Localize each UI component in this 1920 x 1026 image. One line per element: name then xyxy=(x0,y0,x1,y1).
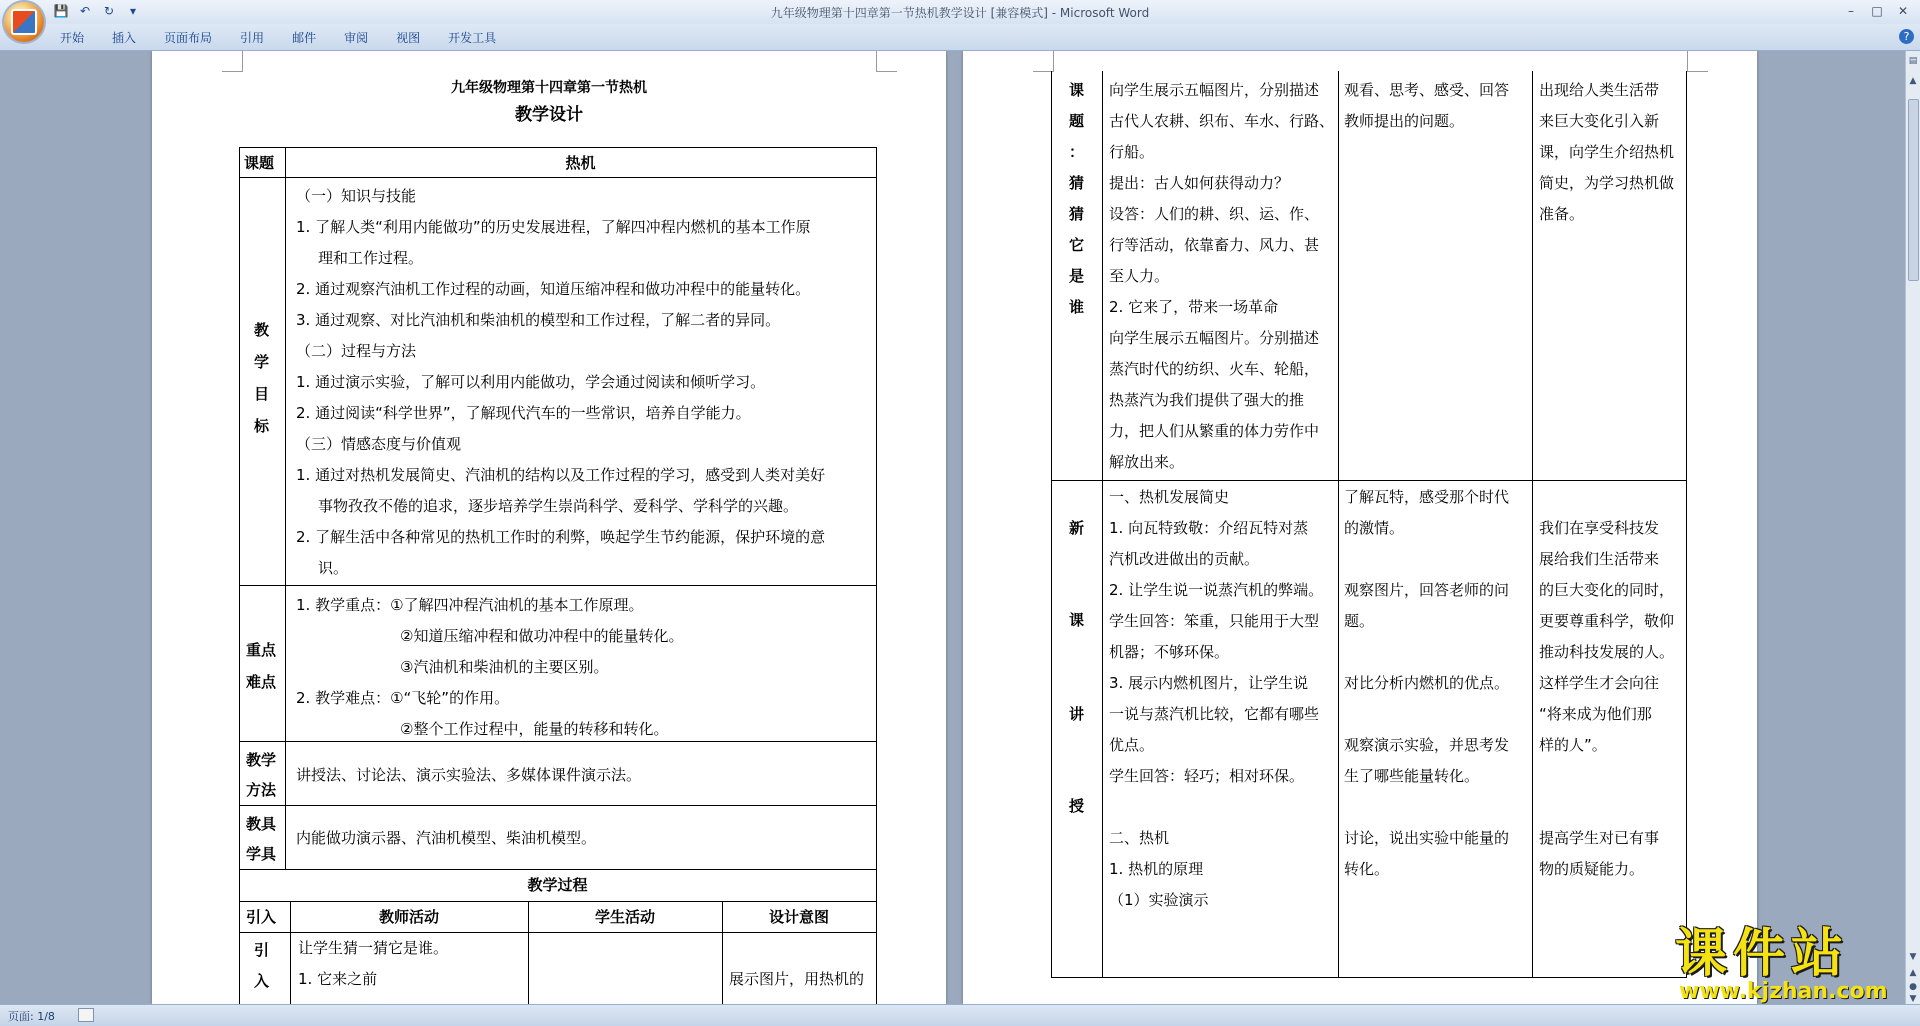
row2-teacher-line: 1. 热机的原理 xyxy=(1109,860,1204,878)
tab-page-layout[interactable]: 页面布局 xyxy=(164,31,213,45)
row1-teacher-line: 设答：人们的耕、织、运、作、 xyxy=(1109,205,1320,223)
row2-teacher-line: 学生回答：轻巧；相对环保。 xyxy=(1109,767,1305,785)
row2-intent-line: 展给我们生活带来 xyxy=(1539,550,1660,568)
row1-teacher-line: 向学生展示五幅图片，分别描述 xyxy=(1109,81,1320,99)
row1-teacher-line: 蒸汽时代的纺织、火车、轮船， xyxy=(1109,360,1320,378)
logo-url: www.kjzhan.com xyxy=(1679,979,1888,1004)
method-label: 方法 xyxy=(246,781,277,799)
goal-line: （二）过程与方法 xyxy=(296,342,417,360)
row1-teacher-line: 古代人农耕、织布、车水、行路、 xyxy=(1109,112,1335,130)
goal-line: 2. 通过阅读“科学世界”，了解现代汽车的一些常识，培养自学能力。 xyxy=(296,404,751,422)
tab-mailings[interactable]: 邮件 xyxy=(292,31,317,45)
margin-mark xyxy=(876,51,897,72)
goal-line: 1. 通过演示实验，了解可以利用内能做功，学会通过阅读和倾听学习。 xyxy=(296,373,766,391)
row2-student-line: 观察图片，回答老师的问 xyxy=(1344,581,1510,599)
row2-teacher-line: 汽机改进做出的贡献。 xyxy=(1109,550,1260,568)
row1-teacher-line: 行船。 xyxy=(1109,143,1155,161)
minimize-button[interactable]: – xyxy=(1848,4,1854,18)
focus-label: 重点 xyxy=(246,641,277,659)
scroll-down-icon[interactable]: ▼ xyxy=(1909,952,1917,962)
process-header: 设计意图 xyxy=(768,908,829,926)
row2-student-line: 题。 xyxy=(1344,612,1375,630)
row2-student-line: 对比分析内燃机的优点。 xyxy=(1344,674,1510,692)
row2-teacher-line: 学生回答：笨重，只能用于大型 xyxy=(1109,612,1320,630)
proofing-icon[interactable] xyxy=(78,1008,94,1022)
redo-icon[interactable]: ↻ xyxy=(103,4,115,18)
row2-student-line: 讨论，说出实验中能量的 xyxy=(1344,829,1510,847)
scroll-up-icon[interactable]: ▲ xyxy=(1909,76,1917,86)
table-line xyxy=(239,869,877,870)
table-line xyxy=(876,147,877,1004)
method-label: 教学 xyxy=(246,751,277,769)
margin-mark xyxy=(1033,51,1054,72)
row1-intent-line: 简史，为学习热机做 xyxy=(1539,174,1675,192)
row1-label: 猜 xyxy=(1069,174,1085,192)
focus-line: ②整个工作过程中，能量的转移和转化。 xyxy=(400,720,669,738)
row2-student-line: 的激情。 xyxy=(1344,519,1405,537)
row2-intent-line: 更要尊重科学，敬仰 xyxy=(1539,612,1675,630)
process-header: 教师活动 xyxy=(378,908,439,926)
window-title: 九年级物理第十四章第一节热机教学设计 [兼容模式] - Microsoft Word xyxy=(770,6,1150,20)
goal-line: 2. 了解生活中各种常见的热机工作时的利弊，唤起学生节约能源，保护环境的意 xyxy=(296,528,826,546)
doc-subheading: 教学设计 xyxy=(515,105,583,125)
table-line xyxy=(285,147,286,869)
ribbon-tabs xyxy=(60,29,496,46)
row2-intent-line: 推动科技发展的人。 xyxy=(1539,643,1675,661)
table-line xyxy=(1686,71,1687,977)
table-line xyxy=(239,932,877,933)
tab-home[interactable]: 开始 xyxy=(60,31,85,45)
office-button[interactable] xyxy=(4,2,44,42)
row2-teacher-line: （1）实验演示 xyxy=(1109,891,1209,909)
table-line xyxy=(239,177,877,178)
goal-line: 识。 xyxy=(318,559,349,577)
goals-label: 目 xyxy=(254,385,270,403)
next-page-icon[interactable]: ▼ xyxy=(1909,994,1917,1004)
focus-line: 2. 教学难点：①“飞轮”的作用。 xyxy=(296,689,510,707)
goal-line: 1. 了解人类“利用内能做功”的历史发展进程，了解四冲程内燃机的基本工作原 xyxy=(296,218,811,236)
row2-student-line: 了解瓦特，感受那个时代 xyxy=(1344,488,1510,506)
row1-label: 课 xyxy=(1069,81,1085,99)
goal-line: 事物孜孜不倦的追求，逐步培养学生崇尚科学、爱科学、学科学的兴趣。 xyxy=(318,497,799,515)
help-icon[interactable]: ? xyxy=(1899,29,1914,44)
goal-line: （三）情感态度与价值观 xyxy=(296,435,462,453)
row2-teacher-line: 一、热机发展简史 xyxy=(1109,488,1230,506)
previous-page-icon[interactable]: ▲ xyxy=(1909,968,1917,978)
table-line xyxy=(1051,480,1687,481)
table-line xyxy=(239,901,877,902)
tools-text: 内能做功演示器、汽油机模型、柴油机模型。 xyxy=(296,829,597,847)
row2-teacher-line: 1. 向瓦特致敬：介绍瓦特对蒸 xyxy=(1109,519,1309,537)
row2-student-line: 生了哪些能量转化。 xyxy=(1344,767,1480,785)
table-line xyxy=(1051,71,1052,977)
row1-label: 猜 xyxy=(1069,205,1085,223)
row2-student-line: 观察演示实验，并思考发 xyxy=(1344,736,1510,754)
row1-teacher-line: 提出：古人如何获得动力？ xyxy=(1109,174,1290,192)
process-title: 教学过程 xyxy=(527,876,588,894)
row2-intent-line: 这样学生才会向往 xyxy=(1539,674,1660,692)
table-line xyxy=(239,805,877,806)
tab-review[interactable]: 审阅 xyxy=(344,31,369,45)
focus-label: 难点 xyxy=(246,673,277,691)
focus-line: ③汽油机和柴油机的主要区别。 xyxy=(400,658,609,676)
row1-intent-line: 课，向学生介绍热机 xyxy=(1539,143,1675,161)
intro-label: 入 xyxy=(254,972,270,990)
row1-label: ： xyxy=(1069,143,1085,161)
goals-label: 学 xyxy=(254,353,270,371)
row1-teacher-line: 向学生展示五幅图片。分别描述 xyxy=(1109,329,1320,347)
goal-line: （一）知识与技能 xyxy=(296,187,417,205)
process-header: 学生活动 xyxy=(594,908,655,926)
page-1 xyxy=(152,51,946,1004)
row2-teacher-line: 2. 让学生说一说蒸汽机的弊端。 xyxy=(1109,581,1324,599)
row1-intent-line: 出现给人类生活带 xyxy=(1539,81,1660,99)
margin-mark xyxy=(1687,51,1708,72)
row1-teacher-line: 热蒸汽为我们提供了强大的推 xyxy=(1109,391,1305,409)
goal-line: 理和工作过程。 xyxy=(318,249,424,267)
row1-teacher-line: 行等活动，依靠畜力、风力、甚 xyxy=(1109,236,1320,254)
doc-heading: 九年级物理第十四章第一节热机 xyxy=(451,80,647,96)
row1-teacher-line: 至人力。 xyxy=(1109,267,1170,285)
table-line xyxy=(1338,71,1339,977)
page-2 xyxy=(963,51,1757,1004)
goal-line: 3. 通过观察、对比汽油机和柴油机的模型和工作过程，了解二者的异同。 xyxy=(296,311,781,329)
row1-teacher-line: 力，把人们从繁重的体力劳作中 xyxy=(1109,422,1320,440)
row2-teacher-line: 机器；不够环保。 xyxy=(1109,643,1230,661)
ribbon xyxy=(0,24,1920,51)
table-line xyxy=(239,147,877,148)
tab-view[interactable]: 视图 xyxy=(396,31,421,45)
row1-teacher-line: 解放出来。 xyxy=(1109,453,1185,471)
maximize-button[interactable]: □ xyxy=(1871,4,1883,18)
row1-label: 它 xyxy=(1069,236,1085,254)
margin-mark xyxy=(222,51,243,72)
row2-intent-line: 物的质疑能力。 xyxy=(1539,860,1645,878)
status-bar xyxy=(0,1004,1920,1026)
row2-intent-line: 提高学生对已有事 xyxy=(1539,829,1660,847)
browse-object-icon[interactable]: ● xyxy=(1909,982,1917,992)
page-count[interactable]: 页面: 1/8 xyxy=(8,1010,55,1023)
ruler-toggle-icon[interactable]: ▤ xyxy=(1908,56,1918,66)
goals-label: 教 xyxy=(254,321,270,339)
row1-student-line: 观看、思考、感受、回答 xyxy=(1344,81,1510,99)
close-button[interactable]: ✕ xyxy=(1897,4,1909,18)
row1-intent-line: 来巨大变化引入新 xyxy=(1539,112,1660,130)
row2-label: 讲 xyxy=(1069,705,1085,723)
intro-teacher-line: 让学生猜一猜它是谁。 xyxy=(298,939,449,957)
row2-intent-line: “将来成为他们那 xyxy=(1539,705,1652,723)
intro-label: 引 xyxy=(254,941,270,959)
scrollbar-thumb[interactable] xyxy=(1908,99,1919,281)
row2-teacher-line: 优点。 xyxy=(1109,736,1155,754)
row2-intent-line: 样的人”。 xyxy=(1539,736,1607,754)
window-controls xyxy=(1838,1,1916,21)
row2-intent-line: 的巨大变化的同时， xyxy=(1539,581,1675,599)
site-logo xyxy=(1665,925,1915,1005)
office-logo-icon xyxy=(11,9,37,35)
row2-teacher-line: 二、热机 xyxy=(1109,829,1170,847)
row1-student-line: 教师提出的问题。 xyxy=(1344,112,1465,130)
tab-developer[interactable]: 开发工具 xyxy=(448,31,497,45)
save-icon[interactable]: 💾 xyxy=(53,4,69,18)
table-line xyxy=(1532,71,1533,977)
row2-teacher-line: 一说与蒸汽机比较，它都有哪些 xyxy=(1109,705,1320,723)
table-line xyxy=(1051,977,1687,978)
vertical-scrollbar[interactable] xyxy=(1905,51,1920,1004)
logo-text: 课件站 xyxy=(1675,924,1850,984)
table-line xyxy=(1102,71,1103,977)
tools-label: 学具 xyxy=(246,845,277,863)
row1-intent-line: 准备。 xyxy=(1539,205,1585,223)
tab-insert[interactable]: 插入 xyxy=(112,31,137,45)
goal-line: 1. 通过对热机发展简史、汽油机的结构以及工作过程的学习，感受到人类对美好 xyxy=(296,466,826,484)
focus-line: ②知道压缩冲程和做功冲程中的能量转化。 xyxy=(400,627,684,645)
intro-intent-line: 展示图片，用热机的 xyxy=(729,970,865,988)
row1-label: 是 xyxy=(1069,267,1085,285)
lesson-label: 课题 xyxy=(244,154,275,172)
focus-line: 1. 教学重点：①了解四冲程汽油机的基本工作原理。 xyxy=(296,596,644,614)
lesson-title: 热机 xyxy=(565,154,596,172)
row2-intent-line: 我们在享受科技发 xyxy=(1539,519,1660,537)
document-area xyxy=(0,51,1906,1004)
goals-label: 标 xyxy=(254,417,270,435)
intro-teacher-line: 1. 它来之前 xyxy=(298,970,378,988)
row2-label: 新 xyxy=(1069,519,1085,537)
row2-teacher-line: 3. 展示内燃机图片，让学生说 xyxy=(1109,674,1309,692)
row2-student-line: 转化。 xyxy=(1344,860,1390,878)
table-line xyxy=(239,741,877,742)
tools-label: 教具 xyxy=(246,815,277,833)
method-text: 讲授法、讨论法、演示实验法、多媒体课件演示法。 xyxy=(296,766,642,784)
row1-label: 题 xyxy=(1069,112,1085,130)
undo-icon[interactable]: ↶ xyxy=(79,4,91,18)
process-header: 引入 xyxy=(246,908,277,926)
title-bar xyxy=(0,0,1920,25)
row2-label: 授 xyxy=(1069,797,1085,815)
goal-line: 2. 通过观察汽油机工作过程的动画，知道压缩冲程和做功冲程中的能量转化。 xyxy=(296,280,811,298)
row1-label: 谁 xyxy=(1069,298,1085,316)
tab-references[interactable]: 引用 xyxy=(240,31,265,45)
table-line xyxy=(239,585,877,586)
row1-teacher-line: 2. 它来了，带来一场革命 xyxy=(1109,298,1279,316)
customize-qat-icon[interactable]: ▾ xyxy=(129,4,137,18)
row2-label: 课 xyxy=(1069,611,1085,629)
